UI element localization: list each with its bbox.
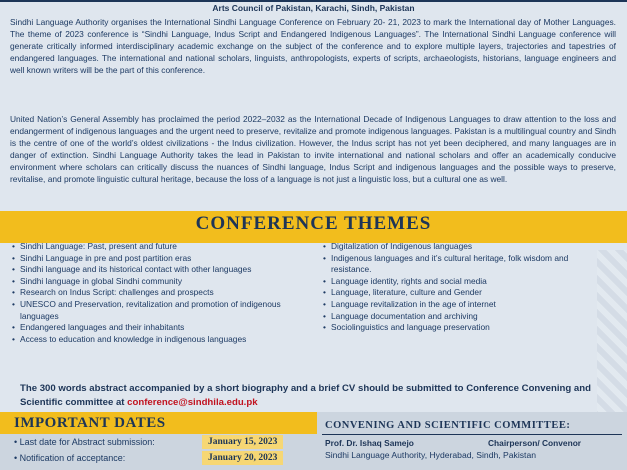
date-row — [14, 453, 314, 469]
theme-item: • UNESCO and Preservation, revitalization and promotion of indigenous languages — [12, 299, 312, 322]
theme-item: • Access to education and knowledge in indigenous languages — [12, 334, 312, 346]
date-label: • Last date for Abstract submission: — [14, 437, 155, 447]
chair-role: Chairperson/ Convenor — [488, 438, 582, 448]
theme-item: • Language documentation and archiving — [323, 311, 608, 323]
committee-title: CONVENING AND SCIENTIFIC COMMITTEE: — [325, 420, 571, 431]
theme-item: • Indigenous languages and it’s cultural heritage, folk wisdom and resistance. — [323, 253, 608, 276]
date-value: January 20, 2023 — [202, 451, 283, 465]
theme-item: • Language revitalization in the age of internet — [323, 299, 608, 311]
important-dates-title: IMPORTANT DATES — [0, 412, 317, 434]
chair-name: Prof. Dr. Ishaq Samejo — [325, 438, 414, 448]
theme-item: • Sindhi Language in pre and post partition eras — [12, 253, 312, 265]
date-label: • Notification of acceptance: — [14, 453, 125, 463]
theme-item: • Endangered languages and their inhabitants — [12, 322, 312, 334]
chair-organization: Sindhi Language Authority, Hyderabad, Sindh, Pakistan — [325, 450, 537, 460]
intro-paragraph-1: Sindhi Language Authority organises the International Sindhi Language Conference on February 20- 21, 2023 to mark the International day of Mother Languages. The theme of 2023 conference is “Sindhi Language, Indus Script and Endangered Indigenous Languages”. The International Sindhi Language conference will generate critically informed interdisciplinary academic exchange on the subject of the conference and to explore multiple layers, trajectories and tapestries of endangered languages. The international and national scholars, linguists, anthropologists, experts of scripts, archaeologists, historians, language engineers and well known writers will be the part of this conference. — [10, 17, 616, 75]
theme-item: • Research on Indus Script: challenges and prospects — [12, 287, 312, 299]
theme-item: • Sindhi language and its historical contact with other languages — [12, 264, 312, 276]
conference-email-link[interactable]: conference@sindhila.edu.pk — [127, 397, 258, 408]
theme-item: • Language, literature, culture and Gender — [323, 287, 608, 299]
theme-item: • Language identity, rights and social media — [323, 276, 608, 288]
date-value: January 15, 2023 — [202, 435, 283, 449]
venue-line: Arts Council of Pakistan, Karachi, Sindh, Pakistan — [212, 3, 415, 13]
committee-divider — [322, 434, 622, 435]
themes-title: CONFERENCE THEMES — [195, 213, 432, 234]
theme-item: • Digitalization of Indigenous languages — [323, 241, 608, 253]
intro-paragraph-2: United Nation’s General Assembly has proclaimed the period 2022–2032 as the International Decade of Indigenous Languages to draw attention to the loss and endangerment of indigenous languages and the urgent need to preserve, revitalize and promote indigenous languages. Pakistan is a multilingual country and Sindh is the centre of one of the world’s oldest civilizations - the Indus civilization. However, the Indus script has not yet been deciphered, and many languages are in danger of extinction. Sindhi Language Authority takes the lead in Pakistan to invite international and national scholars and offer an academically conducive environment where scholars can critically discuss the nuances of Sindhi language, Indus Script and indigenous languages and the possible ways to preserve, revitalise, and promote linguistic cultural heritage, because the loss of a language is not just a linguistic loss, but a cultural one as well. — [10, 114, 616, 184]
themes-list-right — [323, 241, 608, 334]
top-divider — [0, 0, 627, 2]
abstract-text: The 300 words abstract accompanied by a short biography and a brief CV should be submitted to Conference Convening and Scientific committee at — [20, 383, 591, 408]
theme-item: • Sindhi language in global Sindhi community — [12, 276, 312, 288]
theme-item: • Sindhi Language: Past, present and future — [12, 241, 312, 253]
themes-list-left — [12, 241, 312, 345]
theme-item: • Sociolinguistics and language preservation — [323, 322, 608, 334]
abstract-instructions — [20, 382, 610, 410]
